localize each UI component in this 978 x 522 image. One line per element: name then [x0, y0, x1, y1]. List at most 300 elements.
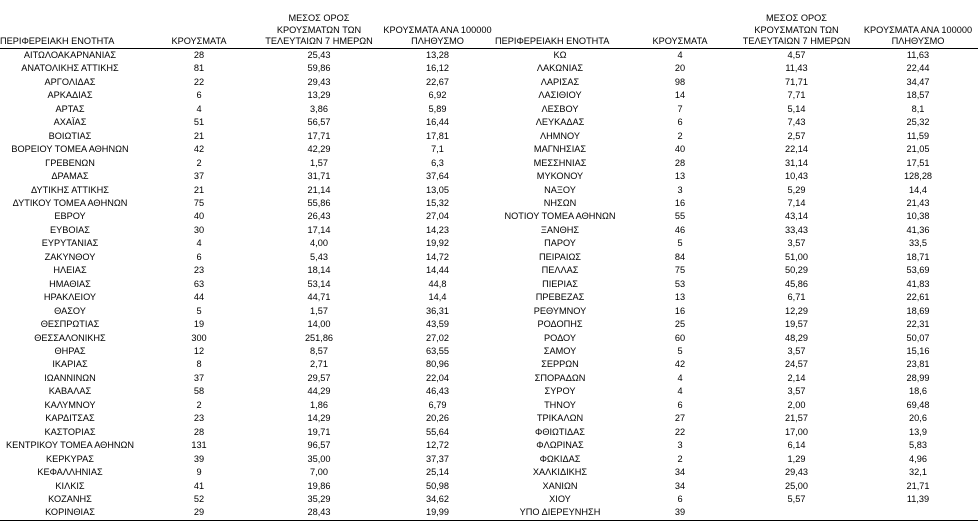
- region-cell: ΑΡΓΟΛΙΔΑΣ: [44, 76, 96, 87]
- seven-day-average-cell: 43,14: [785, 211, 808, 222]
- region-cell: ΡΕΘΥΜΝΟΥ: [533, 305, 587, 316]
- cases-cell: 4: [677, 386, 683, 397]
- cases-cell: 75: [193, 197, 205, 208]
- cases-cell: 2: [196, 157, 202, 168]
- cases-cell: 22: [193, 76, 205, 87]
- cases-cell: 5: [677, 345, 683, 356]
- per-100000-cell: 22,31: [906, 319, 930, 330]
- region-cell: ΚΑΒΑΛΑΣ: [48, 386, 92, 397]
- table-header-left: [0, 0, 495, 49]
- seven-day-average-cell: 1,86: [310, 399, 328, 410]
- per-100000-cell: 17,81: [426, 130, 449, 141]
- table-row: [0, 143, 495, 156]
- per-100000-cell: 44,8: [428, 278, 447, 289]
- table-row: [495, 358, 978, 371]
- region-cell: ΠΕΛΛΑΣ: [541, 265, 579, 276]
- region-cell: ΑΡΚΑΔΙΑΣ: [47, 90, 93, 101]
- region-cell: ΧΑΝΙΩΝ: [542, 480, 578, 491]
- cases-cell: 44: [193, 292, 205, 303]
- header-region: ΠΕΡΙΦΕΡΕΙΑΚΗ ΕΝΟΤΗΤΑ: [0, 35, 115, 46]
- cases-cell: 51: [193, 117, 205, 128]
- region-cell: ΤΡΙΚΑΛΩΝ: [536, 413, 584, 424]
- per-100000-cell: 33,5: [909, 238, 927, 249]
- table-row: [495, 453, 978, 466]
- seven-day-average-cell: 28,43: [307, 507, 331, 518]
- per-100000-cell: 23,81: [906, 359, 930, 370]
- region-cell: ΚΑΛΥΜΝΟΥ: [44, 399, 96, 410]
- per-100000-cell: 22,44: [906, 63, 930, 74]
- cases-cell: 5: [677, 238, 683, 249]
- region-cell: ΗΡΑΚΛΕΙΟΥ: [43, 292, 97, 303]
- per-100000-cell: 20,26: [426, 413, 449, 424]
- region-cell: ΑΧΑΪΑΣ: [53, 117, 87, 128]
- region-cell: ΠΙΕΡΙΑΣ: [542, 278, 578, 289]
- seven-day-average-cell: 7,43: [787, 117, 806, 128]
- region-cell: ΣΕΡΡΩΝ: [541, 359, 579, 370]
- per-100000-cell: 27,04: [426, 211, 449, 222]
- cases-cell: 13: [674, 171, 686, 182]
- region-cell: ΗΛΕΙΑΣ: [53, 265, 87, 276]
- region-cell: ΡΟΔΟΠΗΣ: [537, 319, 583, 330]
- per-100000-cell: 55,64: [426, 426, 449, 437]
- cases-cell: 30: [193, 224, 205, 235]
- cases-cell: 39: [674, 507, 686, 518]
- seven-day-average-cell: 7,14: [787, 197, 806, 208]
- header-cases-per-100000: ΚΡΟΥΣΜΑΤΑ ΑΝΑ 100000 ΠΛΗΘΥΣΜΟ: [863, 24, 973, 46]
- region-cell: ΔΡΑΜΑΣ: [51, 171, 89, 182]
- table-row: [0, 197, 495, 210]
- per-100000-cell: 25,14: [426, 467, 449, 478]
- seven-day-average-cell: 19,57: [785, 319, 808, 330]
- per-100000-cell: 27,02: [426, 332, 449, 343]
- per-100000-cell: 34,47: [906, 76, 930, 87]
- per-100000-cell: 15,16: [906, 345, 930, 356]
- table-row: [0, 130, 495, 143]
- region-cell: ΧΙΟΥ: [549, 493, 571, 504]
- region-cell: ΥΠΟ ΔΙΕΡΕΥΝΗΣΗ: [519, 507, 601, 518]
- table-row: [0, 506, 495, 520]
- table-row: [0, 372, 495, 385]
- per-100000-cell: 50,98: [426, 480, 449, 491]
- region-cell: ΚΩ: [553, 50, 567, 60]
- table-row: [495, 399, 978, 412]
- per-100000-cell: 10,38: [906, 211, 930, 222]
- table-row: [495, 291, 978, 304]
- cases-cell: 4: [196, 238, 202, 249]
- region-cell: ΘΗΡΑΣ: [54, 345, 86, 356]
- per-100000-cell: 22,61: [906, 292, 930, 303]
- table-row: [0, 385, 495, 398]
- seven-day-average-cell: 71,71: [785, 76, 808, 87]
- per-100000-cell: 28,99: [906, 372, 930, 383]
- table-row: [495, 251, 978, 264]
- per-100000-cell: 41,36: [906, 224, 930, 235]
- per-100000-cell: 7,1: [431, 144, 444, 155]
- per-100000-cell: 21,43: [906, 197, 930, 208]
- per-100000-cell: 14,4: [909, 184, 927, 195]
- per-100000-cell: 13,28: [426, 50, 449, 60]
- per-100000-cell: 50,07: [906, 332, 930, 343]
- cases-cell: 46: [674, 224, 686, 235]
- region-cell: ΕΥΒΟΙΑΣ: [50, 224, 90, 235]
- seven-day-average-cell: 55,86: [307, 197, 331, 208]
- header-cases-per-100000: ΚΡΟΥΣΜΑΤΑ ΑΝΑ 100000 ΠΛΗΘΥΣΜΟ: [383, 24, 492, 46]
- cases-table-right: [495, 0, 978, 521]
- seven-day-average-cell: 17,71: [307, 130, 331, 141]
- per-100000-cell: 6,92: [428, 90, 447, 101]
- region-cell: ΦΘΙΩΤΙΔΑΣ: [534, 426, 585, 437]
- cases-cell: 2: [196, 399, 202, 410]
- per-100000-cell: 4,96: [909, 453, 927, 464]
- header-seven-day-average: ΜΕΣΟΣ ΟΡΟΣ ΚΡΟΥΣΜΑΤΩΝ ΤΩΝ ΤΕΛΕΥΤΑΙΩΝ 7 ΗΜΕΡΩΝ: [742, 13, 851, 46]
- per-100000-cell: 46,43: [426, 386, 449, 397]
- cases-cell: 25: [674, 319, 686, 330]
- per-100000-cell: 14,72: [426, 251, 449, 262]
- seven-day-average-cell: 3,57: [787, 386, 806, 397]
- table-row: [495, 412, 978, 425]
- seven-day-average-cell: 31,71: [307, 171, 331, 182]
- region-cell: ΣΥΡΟΥ: [544, 386, 576, 397]
- table-row: [495, 506, 978, 520]
- table-row: [0, 184, 495, 197]
- cases-cell: 22: [674, 426, 686, 437]
- table-row: [495, 332, 978, 345]
- cases-cell: 2: [677, 453, 683, 464]
- seven-day-average-cell: 25,43: [307, 50, 331, 60]
- table-row: [495, 62, 978, 75]
- seven-day-average-cell: 44,29: [307, 386, 331, 397]
- region-cell: ΣΑΜΟΥ: [543, 345, 577, 356]
- table-row: [0, 103, 495, 116]
- seven-day-average-cell: 1,57: [310, 305, 328, 316]
- cases-cell: 3: [677, 184, 683, 195]
- region-cell: ΘΕΣΠΡΩΤΙΑΣ: [40, 319, 100, 330]
- table-row: [0, 291, 495, 304]
- seven-day-average-cell: 18,14: [307, 265, 331, 276]
- per-100000-cell: 5,89: [428, 103, 447, 114]
- seven-day-average-cell: 45,86: [785, 278, 808, 289]
- table-row: [0, 210, 495, 223]
- cases-cell: 4: [677, 372, 683, 383]
- table-row: [0, 332, 495, 345]
- table-row: [495, 210, 978, 223]
- seven-day-average-cell: 12,29: [785, 305, 808, 316]
- cases-cell: 2: [677, 130, 683, 141]
- table-row: [495, 103, 978, 116]
- seven-day-average-cell: 17,00: [785, 426, 808, 437]
- table-row: [0, 251, 495, 264]
- table-row: [0, 157, 495, 170]
- table-row: [0, 480, 495, 493]
- table-row: [495, 170, 978, 183]
- seven-day-average-cell: 29,43: [785, 467, 808, 478]
- seven-day-average-cell: 5,29: [787, 184, 806, 195]
- seven-day-average-cell: 13,29: [307, 90, 331, 101]
- table-row: [495, 237, 978, 250]
- seven-day-average-cell: 42,29: [307, 144, 331, 155]
- cases-cell: 16: [674, 197, 686, 208]
- header-region: ΠΕΡΙΦΕΡΕΙΑΚΗ ΕΝΟΤΗΤΑ: [495, 35, 610, 46]
- per-100000-cell: 20,6: [909, 413, 927, 424]
- region-cell: ΙΩΑΝΝΙΝΩΝ: [44, 372, 96, 383]
- table-row: [495, 426, 978, 439]
- region-cell: ΙΚΑΡΙΑΣ: [52, 359, 88, 370]
- per-100000-cell: 14,4: [428, 292, 447, 303]
- header-cases: ΚΡΟΥΣΜΑΤΑ: [652, 35, 708, 46]
- table-row: [495, 480, 978, 493]
- seven-day-average-cell: 2,71: [310, 359, 328, 370]
- table-row: [495, 305, 978, 318]
- region-cell: ΓΡΕΒΕΝΩΝ: [45, 157, 95, 168]
- per-100000-cell: 12,72: [426, 440, 449, 451]
- seven-day-average-cell: 5,57: [787, 493, 806, 504]
- region-cell: ΛΕΣΒΟΥ: [541, 103, 579, 114]
- cases-cell: 6: [196, 251, 202, 262]
- cases-cell: 81: [193, 63, 205, 74]
- table-row: [0, 116, 495, 129]
- cases-cell: 23: [193, 413, 205, 424]
- seven-day-average-cell: 25,00: [785, 480, 808, 491]
- region-cell: ΚΕΝΤΡΙΚΟΥ ΤΟΜΕΑ ΑΘΗΝΩΝ: [5, 440, 135, 451]
- seven-day-average-cell: 251,86: [304, 332, 334, 343]
- cases-cell: 37: [193, 171, 205, 182]
- region-cell: ΧΑΛΚΙΔΙΚΗΣ: [532, 467, 588, 478]
- region-cell: ΝΟΤΙΟΥ ΤΟΜΕΑ ΑΘΗΝΩΝ: [504, 211, 616, 222]
- seven-day-average-cell: 17,14: [307, 224, 331, 235]
- region-cell: ΤΗΝΟΥ: [544, 399, 576, 410]
- table-row: [0, 345, 495, 358]
- per-100000-cell: 21,71: [906, 480, 930, 491]
- per-100000-cell: 32,1: [909, 467, 927, 478]
- region-cell: ΒΟΡΕΙΟΥ ΤΟΜΕΑ ΑΘΗΝΩΝ: [11, 144, 129, 155]
- cases-cell: 7: [677, 103, 683, 114]
- table-row: [495, 157, 978, 170]
- table-row: [0, 264, 495, 277]
- seven-day-average-cell: 31,14: [785, 157, 808, 168]
- region-cell: ΔΥΤΙΚΗΣ ΑΤΤΙΚΗΣ: [31, 184, 109, 195]
- table-row: [0, 62, 495, 75]
- seven-day-average-cell: 22,14: [785, 144, 808, 155]
- seven-day-average-cell: 1,57: [310, 157, 328, 168]
- cases-cell: 3: [677, 440, 683, 451]
- region-cell: ΣΠΟΡΑΔΩΝ: [534, 372, 586, 383]
- table-row: [495, 439, 978, 452]
- cases-cell: 27: [674, 413, 686, 424]
- table-row: [0, 426, 495, 439]
- seven-day-average-cell: 4,57: [787, 50, 806, 60]
- cases-cell: 98: [674, 76, 686, 87]
- region-cell: ΛΑΣΙΘΙΟΥ: [538, 90, 582, 101]
- table-row: [0, 439, 495, 452]
- cases-cell: 37: [193, 372, 205, 383]
- seven-day-average-cell: 24,57: [785, 359, 808, 370]
- per-100000-cell: 41,83: [906, 278, 930, 289]
- seven-day-average-cell: 10,43: [785, 171, 808, 182]
- table-row: [0, 412, 495, 425]
- seven-day-average-cell: 44,71: [307, 292, 331, 303]
- seven-day-average-cell: 21,14: [307, 184, 331, 195]
- per-100000-cell: 25,32: [906, 117, 930, 128]
- seven-day-average-cell: 2,57: [787, 130, 806, 141]
- seven-day-average-cell: 29,57: [307, 372, 331, 383]
- cases-cell: 16: [674, 305, 686, 316]
- cases-cell: 40: [193, 211, 205, 222]
- seven-day-average-cell: 50,29: [785, 265, 808, 276]
- cases-cell: 42: [674, 359, 686, 370]
- region-cell: ΛΑΚΩΝΙΑΣ: [536, 63, 584, 74]
- region-cell: ΚΙΛΚΙΣ: [55, 480, 85, 491]
- per-100000-cell: 22,04: [426, 372, 449, 383]
- cases-cell: 34: [674, 480, 686, 491]
- cases-cell: 14: [674, 90, 686, 101]
- region-cell: ΞΑΝΘΗΣ: [540, 224, 580, 235]
- per-100000-cell: 43,59: [426, 319, 449, 330]
- cases-cell: 6: [677, 493, 683, 504]
- table-row: [0, 453, 495, 466]
- table-row: [0, 278, 495, 291]
- region-cell: ΚΕΡΚΥΡΑΣ: [46, 453, 94, 464]
- per-100000-cell: 14,44: [426, 265, 449, 276]
- cases-cell: 55: [674, 211, 686, 222]
- seven-day-average-cell: 19,86: [307, 480, 331, 491]
- per-100000-cell: 18,69: [906, 305, 930, 316]
- seven-day-average-cell: 14,29: [307, 413, 331, 424]
- per-100000-cell: 18,6: [909, 386, 927, 397]
- per-100000-cell: 63,55: [426, 345, 449, 356]
- region-cell: ΡΟΔΟΥ: [543, 332, 576, 343]
- seven-day-average-cell: 51,00: [785, 251, 808, 262]
- table-row: [0, 305, 495, 318]
- cases-cell: 84: [674, 251, 686, 262]
- seven-day-average-cell: 56,57: [307, 117, 331, 128]
- cases-cell: 9: [196, 467, 202, 478]
- table-row: [0, 318, 495, 331]
- cases-cell: 4: [677, 50, 683, 60]
- per-100000-cell: 36,31: [426, 305, 449, 316]
- region-cell: ΛΗΜΝΟΥ: [539, 130, 581, 141]
- per-100000-cell: 69,48: [906, 399, 930, 410]
- header-cases: ΚΡΟΥΣΜΑΤΑ: [171, 35, 227, 46]
- cases-cell: 34: [674, 467, 686, 478]
- cases-cell: 23: [193, 265, 205, 276]
- cases-cell: 4: [196, 103, 202, 114]
- region-cell: ΦΩΚΙΔΑΣ: [539, 453, 581, 464]
- region-cell: ΚΕΦΑΛΛΗΝΙΑΣ: [37, 467, 103, 478]
- seven-day-average-cell: 59,86: [307, 63, 331, 74]
- cases-cell: 20: [674, 63, 686, 74]
- table-row: [0, 466, 495, 479]
- region-cell: ΘΕΣΣΑΛΟΝΙΚΗΣ: [34, 332, 106, 343]
- table-row: [495, 264, 978, 277]
- cases-cell: 6: [677, 399, 683, 410]
- region-cell: ΠΕΙΡΑΙΩΣ: [539, 251, 581, 262]
- region-cell: ΠΡΕΒΕΖΑΣ: [535, 292, 585, 303]
- per-100000-cell: 6,79: [428, 399, 447, 410]
- seven-day-average-cell: 6,71: [787, 292, 806, 303]
- seven-day-average-cell: 19,71: [307, 426, 331, 437]
- seven-day-average-cell: 3,57: [787, 238, 806, 249]
- per-100000-cell: 37,64: [426, 171, 449, 182]
- table-row: [0, 89, 495, 102]
- region-cell: ΑΝΑΤΟΛΙΚΗΣ ΑΤΤΙΚΗΣ: [21, 63, 119, 74]
- header-seven-day-average: ΜΕΣΟΣ ΟΡΟΣ ΚΡΟΥΣΜΑΤΩΝ ΤΩΝ ΤΕΛΕΥΤΑΙΩΝ 7 ΗΜΕΡΩΝ: [265, 13, 373, 46]
- per-100000-cell: 37,37: [426, 453, 449, 464]
- seven-day-average-cell: 3,57: [787, 345, 806, 356]
- cases-cell: 8: [196, 359, 202, 370]
- table-row: [495, 116, 978, 129]
- cases-cell: 40: [674, 144, 686, 155]
- cases-cell: 28: [193, 50, 205, 60]
- region-cell: ΝΗΣΩΝ: [543, 197, 577, 208]
- cases-cell: 131: [191, 440, 207, 451]
- per-100000-cell: 19,99: [426, 507, 449, 518]
- region-cell: ΕΒΡΟΥ: [54, 211, 86, 222]
- table-row: [495, 197, 978, 210]
- region-cell: ΕΥΡΥΤΑΝΙΑΣ: [41, 238, 99, 249]
- seven-day-average-cell: 11,43: [785, 63, 808, 74]
- per-100000-cell: 19,92: [426, 238, 449, 249]
- region-cell: ΜΑΓΝΗΣΙΑΣ: [533, 144, 587, 155]
- per-100000-cell: 11,63: [906, 50, 930, 60]
- seven-day-average-cell: 1,29: [787, 453, 806, 464]
- table-row: [495, 372, 978, 385]
- region-cell: ΠΑΡΟΥ: [544, 238, 576, 249]
- cases-cell: 28: [674, 157, 686, 168]
- cases-cell: 53: [674, 278, 686, 289]
- table-row: [0, 49, 495, 63]
- cases-cell: 60: [674, 332, 686, 343]
- cases-cell: 300: [191, 332, 207, 343]
- table-row: [0, 358, 495, 371]
- region-cell: ΑΡΤΑΣ: [55, 103, 85, 114]
- seven-day-average-cell: 4,00: [310, 238, 328, 249]
- table-body-right: [495, 49, 978, 521]
- per-100000-cell: 5,83: [909, 440, 927, 451]
- region-cell: ΚΟΡΙΝΘΙΑΣ: [45, 507, 95, 518]
- cases-cell: 58: [193, 386, 205, 397]
- per-100000-cell: 17,51: [906, 157, 930, 168]
- seven-day-average-cell: 21,57: [785, 413, 808, 424]
- per-100000-cell: 8,1: [911, 103, 925, 114]
- seven-day-average-cell: 6,14: [787, 440, 806, 451]
- per-100000-cell: 22,67: [426, 76, 449, 87]
- cases-cell: 6: [677, 117, 683, 128]
- region-cell: ΛΕΥΚΑΔΑΣ: [535, 117, 585, 128]
- per-100000-cell: 21,05: [906, 144, 930, 155]
- table-row: [495, 345, 978, 358]
- cases-cell: 21: [193, 130, 205, 141]
- cases-cell: 21: [193, 184, 205, 195]
- region-cell: ΚΑΡΔΙΤΣΑΣ: [45, 413, 95, 424]
- table-row: [495, 318, 978, 331]
- cases-cell: 42: [193, 144, 205, 155]
- table-row: [495, 49, 978, 63]
- table-row: [495, 466, 978, 479]
- region-cell: ΗΜΑΘΙΑΣ: [49, 278, 91, 289]
- table-row: [495, 184, 978, 197]
- table-row: [0, 399, 495, 412]
- table-row: [0, 493, 495, 506]
- per-100000-cell: 34,62: [426, 493, 449, 504]
- region-cell: ΚΑΣΤΟΡΙΑΣ: [44, 426, 96, 437]
- seven-day-average-cell: 3,86: [310, 103, 328, 114]
- seven-day-average-cell: 7,00: [310, 467, 328, 478]
- cases-cell: 75: [674, 265, 686, 276]
- region-cell: ΖΑΚΥΝΘΟΥ: [44, 251, 96, 262]
- per-100000-cell: 16,12: [426, 63, 449, 74]
- region-cell: ΦΛΩΡΙΝΑΣ: [536, 440, 584, 451]
- region-cell: ΚΟΖΑΝΗΣ: [48, 493, 92, 504]
